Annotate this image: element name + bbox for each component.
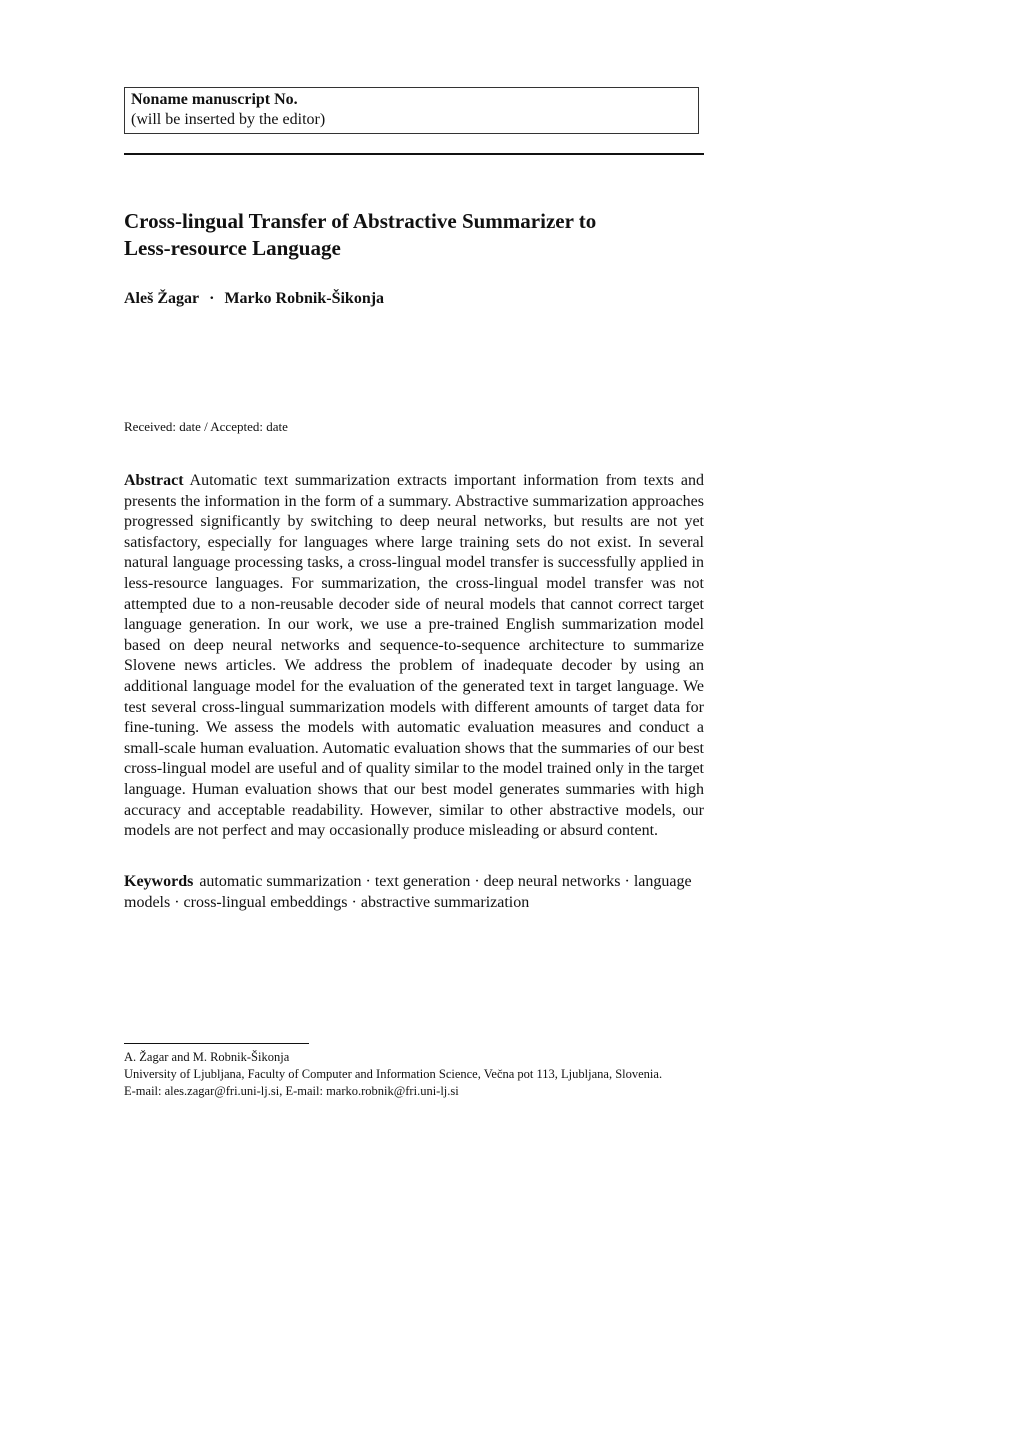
header-rule [124,153,704,155]
manuscript-info-box [124,87,699,134]
title-line-1: Cross-lingual Transfer of Abstractive Summarizer to [124,209,597,233]
keywords [124,872,704,913]
editor-note: (will be inserted by the editor) [131,111,326,128]
paper-title [124,208,704,262]
abstract-label: Abstract [124,472,184,489]
title-line-2: Less-resource Language [124,236,341,260]
abstract-text: Automatic text summarization extracts important information from texts and presents the information in the form of a summary. Abstractive summarization approaches progressed significantly by switching to deep neural networks, but results are not yet satisfactory, especially for languages where large training sets do not exist. In several natural language processing tasks, a cross-lingual model transfer is successfully applied in less-resource languages. For summarization, the cross-lingual model transfer was not attempted due to a non-reusable decoder side of neural models that cannot correct target language generation. In our work, we use a pre-trained English summarization model based on deep neural networks and sequence-to-sequence architecture to summarize Slovene news articles. We address the problem of inadequate decoder by using an additional language model for the evaluation of the generated text in target language. We test several cross-lingual summarization models with different amounts of target data for fine-tuning. We assess the models with automatic evaluation measures and conduct a small-scale human evaluation. Automatic evaluation shows that the summaries of our best cross-lingual model are useful and of quality similar to the model trained only in the target language. Human evaluation shows that our best model generates summaries with high accuracy and acceptable readability. However, similar to other abstractive models, our models are not perfect and may occasionally produce misleading or absurd content. [124,472,704,840]
footnote-authors: A. Žagar and M. Robnik-Šikonja [124,1050,290,1064]
author-footnote [124,1049,724,1100]
footnote-affiliation: University of Ljubljana, Faculty of Computer and Information Science, Večna pot 113, Ljubljana, Slovenia. [124,1067,663,1081]
keywords-text: automatic summarization · text generation · deep neural networks · language models · cross-lingual embeddings · abstractive summarization [124,873,692,911]
received-date: Received: date / Accepted: date [124,419,288,434]
keywords-label: Keywords [124,873,194,890]
author-name: Aleš Žagar [124,290,200,307]
author-name: Marko Robnik-Šikonja [224,290,385,307]
author-list [124,288,384,310]
abstract [124,471,704,842]
manuscript-label: Noname manuscript No. [131,91,298,108]
author-separator: · [209,290,215,307]
footnote-rule [124,1043,309,1044]
footnote-emails: E-mail: ales.zagar@fri.uni-lj.si, E-mail: marko.robnik@fri.uni-lj.si [124,1084,459,1098]
